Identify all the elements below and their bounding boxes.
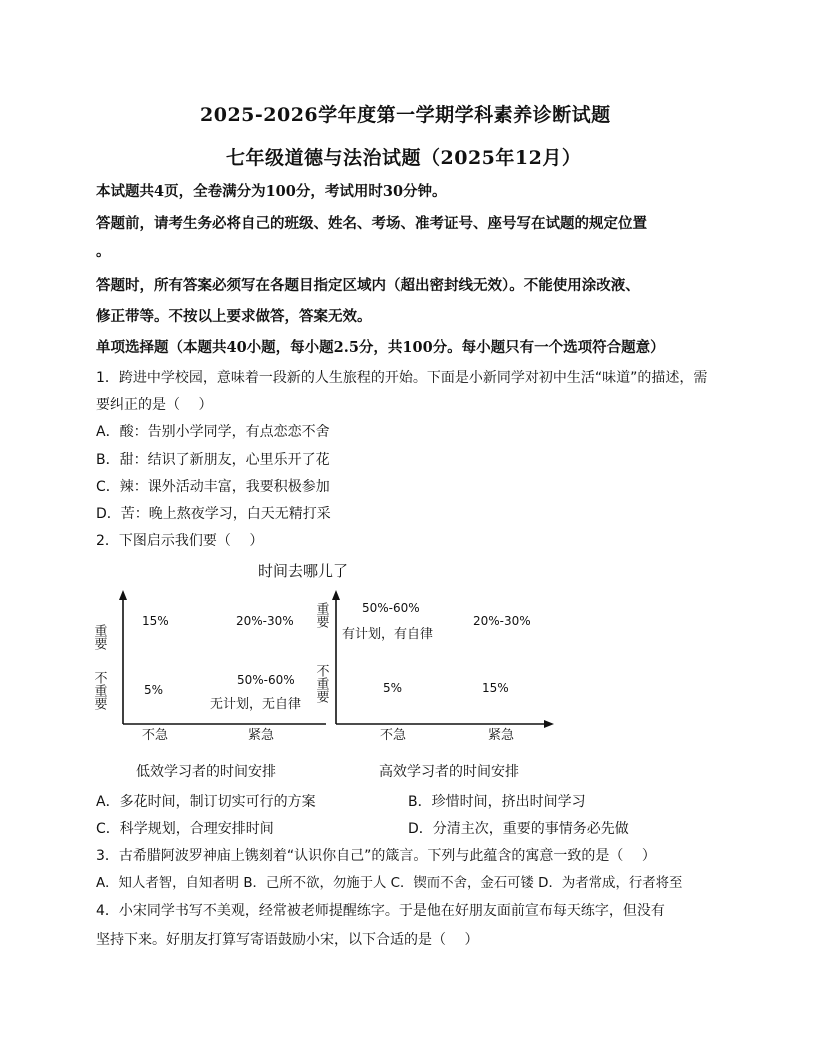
right-value-unimportant-urgent: 15% — [482, 681, 509, 695]
right-value-unimportant-not-urgent: 5% — [383, 681, 403, 695]
left-note: 无计划，无自律 — [210, 697, 302, 712]
figure-title: 时间去哪儿了 — [258, 562, 349, 580]
instruction-line: 本试题共4页，全卷满分为100分，考试用时30分钟。 — [96, 183, 447, 200]
right-y-label-important: 重要 — [313, 602, 329, 628]
left-value-unimportant-not-urgent: 5% — [144, 683, 164, 697]
right-x-label-urgent: 紧急 — [488, 728, 515, 743]
exam-title: 2025-2026学年度第一学期学科素养诊断试题 — [200, 104, 611, 126]
question-1-stem: 1．跨进中学校园，意味着一段新的人生旅程的开始。下面是小新同学对初中生活“味道”的描述，需 — [96, 370, 708, 386]
right-value-important-not-urgent: 50%-60% — [362, 601, 420, 615]
question-2-stem: 2．下图启示我们要（ ） — [96, 533, 264, 549]
question-2-option-c: C．科学规划，合理安排时间 — [96, 821, 274, 837]
instruction-line: 答题前，请考生务必将自己的班级、姓名、考场、准考证号、座号写在试题的规定位置 — [96, 215, 647, 232]
question-1-option-a: A．酸：告别小学同学，有点恋恋不舍 — [96, 424, 330, 440]
question-3-options: A．知人者智，自知者明 B．己所不欲，勿施于人 C．锲而不舍，金石可镂 D．为者常成，行者将至 — [96, 876, 683, 891]
question-2-option-b: B．珍惜时间，挤出时间学习 — [408, 794, 586, 810]
left-x-label-not-urgent: 不急 — [142, 728, 169, 743]
question-2-option-a: A．多花时间，制订切实可行的方案 — [96, 794, 316, 810]
instruction-line: 修正带等。不按以上要求做答，答案无效。 — [96, 308, 372, 325]
time-quadrant-diagram — [91, 556, 566, 786]
left-chart-caption: 低效学习者的时间安排 — [136, 764, 276, 780]
question-2-option-d: D．分清主次，重要的事情务必先做 — [408, 821, 629, 837]
right-x-label-not-urgent: 不急 — [380, 728, 407, 743]
right-y-arrow — [332, 590, 340, 600]
left-x-label-urgent: 紧急 — [248, 728, 275, 743]
question-1-option-c: C．辣：课外活动丰富，我要积极参加 — [96, 479, 330, 495]
instruction-line: 答题时，所有答案必须写在各题目指定区域内（超出密封线无效）。不能使用涂改液、 — [96, 277, 640, 294]
question-1-option-b: B．甜：结识了新朋友，心里乐开了花 — [96, 452, 330, 468]
question-1-option-d: D．苦：晚上熬夜学习，白天无精打采 — [96, 506, 331, 522]
question-1-stem: 要纠正的是（ ） — [96, 397, 213, 413]
right-y-label-unimportant: 不重要 — [313, 664, 329, 703]
left-value-important-urgent: 20%-30% — [236, 614, 294, 628]
x-axis-arrow — [544, 720, 554, 728]
right-note: 有计划，有自律 — [342, 627, 434, 642]
exam-subtitle: 七年级道德与法治试题（2025年12月） — [226, 147, 582, 169]
left-y-arrow — [119, 590, 127, 600]
right-chart-caption: 高效学习者的时间安排 — [379, 764, 519, 780]
instruction-line: 。 — [96, 243, 111, 260]
question-4-stem: 4．小宋同学书写不美观，经常被老师提醒练字。于是他在好朋友面前宣布每天练字，但没有 — [96, 903, 665, 919]
question-4-stem: 坚持下来。好朋友打算写寄语鼓励小宋，以下合适的是（ ） — [96, 932, 479, 948]
left-value-unimportant-urgent: 50%-60% — [237, 673, 295, 687]
right-value-important-urgent: 20%-30% — [473, 614, 531, 628]
left-y-label-unimportant: 不重要 — [91, 671, 107, 710]
left-y-label-important: 重要 — [91, 624, 107, 650]
left-value-important-not-urgent: 15% — [142, 614, 169, 628]
question-3-stem: 3．古希腊阿波罗神庙上镌刻着“认识你自己”的箴言。下列与此蕴含的寓意一致的是（ ） — [96, 848, 656, 864]
section-heading: 单项选择题（本题共40小题，每小题2.5分，共100分。每小题只有一个选项符合题意） — [96, 339, 665, 356]
